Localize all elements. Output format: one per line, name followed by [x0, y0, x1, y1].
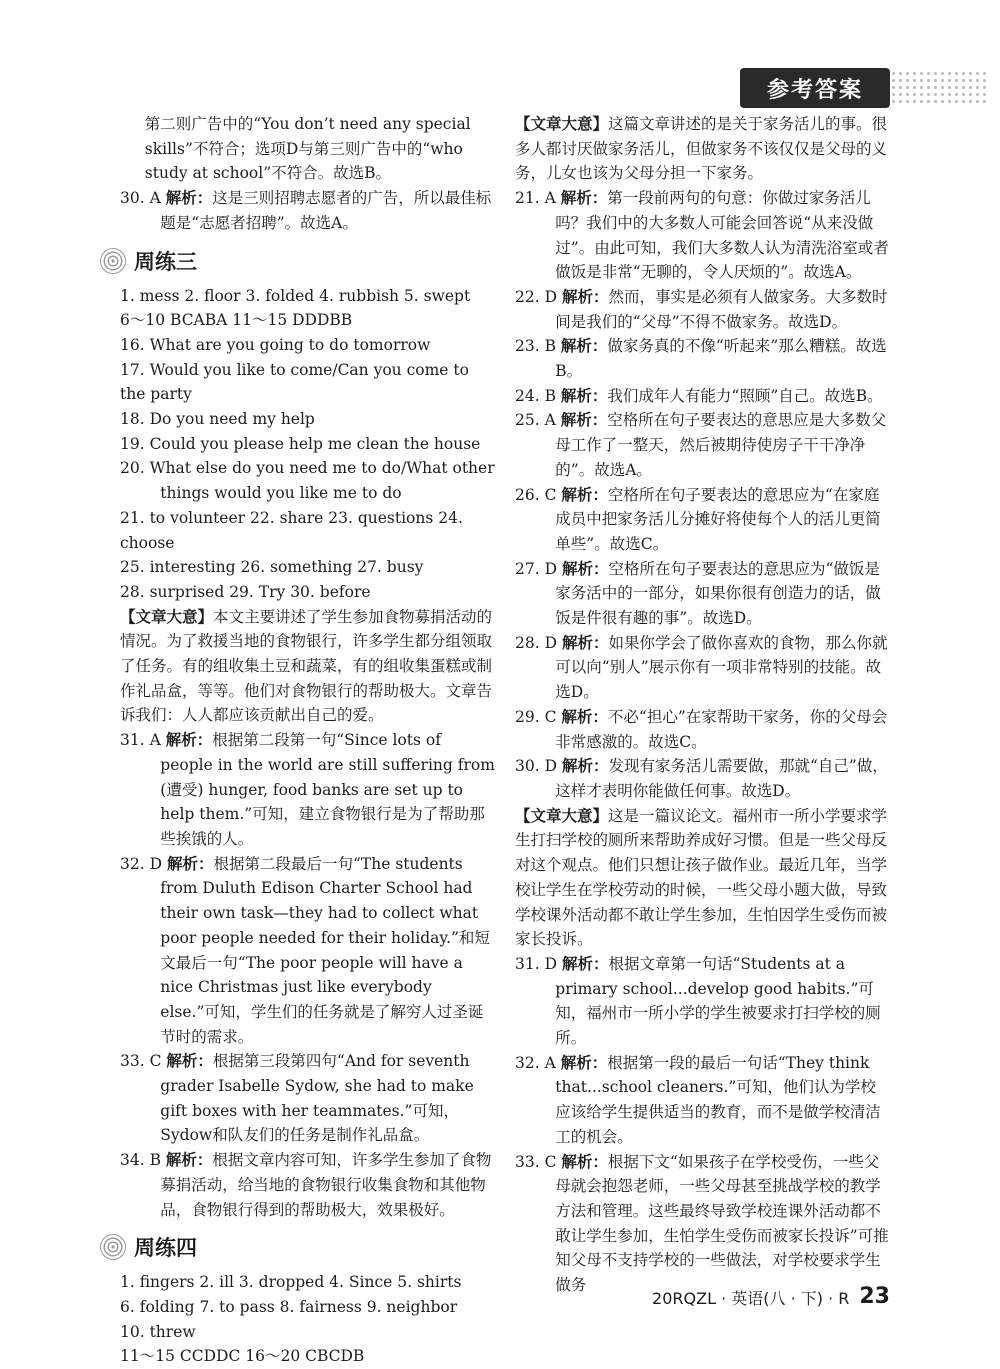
right-column — [515, 112, 890, 1298]
answer-item — [515, 1150, 890, 1298]
answer-line: 16. What are you going to do tomorrow — [120, 335, 431, 354]
analysis-label: 解析： — [165, 1150, 213, 1170]
answer-item — [120, 852, 495, 1050]
summary-text: 这篇文章讲述的是关于家务活儿的事。很多人都讨厌做家务活儿，但做家务不该仅仅是父母的义务，儿女也该为父母分担一下家务。 — [515, 115, 888, 183]
answer-item — [515, 705, 890, 754]
analysis-text: 我们成年人有能力“照顾”自己。故选B。 — [607, 386, 883, 405]
answer-item — [515, 631, 890, 705]
answer-number: 32. D — [120, 854, 163, 873]
analysis-text: 做家务真的不像“听起来”那么糟糕。故选B。 — [555, 337, 887, 381]
answer-item — [120, 1049, 495, 1148]
analysis-label: 解析： — [561, 706, 608, 726]
analysis-label: 解析： — [165, 730, 213, 750]
analysis-label: 解析： — [561, 632, 609, 652]
answer-number: 27. D — [515, 559, 558, 578]
analysis-text: 根据下文“如果孩子在学校受伤，一些父母就会抱怨老师，一些父母甚至挑战学校的教学方法和管理。这些最终导致学校连课外活动都不敢让学生参加，生怕学生受伤而被家长投诉”可推知父母不支持学校的一些做法，对学校要求学生做务 — [555, 1152, 889, 1295]
summary-label: 【文章大意】 — [515, 805, 609, 825]
answer-number: 22. D — [515, 287, 558, 306]
analysis-text: 发现有家务活儿需要做，那就“自己”做，这样才表明你能做任何事。故选D。 — [555, 757, 888, 800]
analysis-text: 第一段前两句的句意：你做过家务活儿吗？我们中的大多数人可能会回答说“从来没做过”。由此可知，我们大多数人认为清洗浴室或者做饭是非常“无聊的，令人厌烦的”。故选A。 — [555, 189, 889, 282]
analysis-label: 解析： — [561, 286, 609, 306]
answer-item — [515, 285, 890, 334]
header-dot-pattern — [890, 70, 990, 106]
answer-line: 1. fingers 2. ill 3. dropped 4. Since 5. shirts — [120, 1273, 462, 1292]
paragraph: 第二则广告中的“You don’t need any special skills”不符合；选项D与第三则广告中的“who study at school”不符合。故选B。 — [144, 115, 471, 183]
analysis-label: 解析： — [561, 953, 609, 973]
answer-number: 31. D — [515, 954, 558, 973]
answer-number: 32. A — [515, 1053, 556, 1072]
page-number: 23 — [859, 1284, 890, 1309]
answer-number: 21. A — [515, 189, 556, 208]
answer-number: 34. B — [120, 1151, 161, 1170]
analysis-text: 根据文章内容可知，许多学生参加了食物募捐活动，给当地的食物银行收集食物和其他物品，食物银行得到的帮助极大，效果极好。 — [160, 1151, 492, 1219]
answer-item — [515, 384, 890, 409]
section-heading-week4 — [100, 1230, 495, 1264]
analysis-label: 解析： — [560, 1052, 608, 1072]
answer-item — [515, 483, 890, 557]
section-heading-week3 — [100, 244, 495, 278]
analysis-text: 空格所在句子要表达的意思应是大多数父母工作了一整天，然后被期待使房子干干净净的”。故选A。 — [555, 411, 887, 479]
answer-key-header: 参考答案 — [740, 68, 890, 108]
summary-text: 这是一篇议论文。福州市一所小学要求学生打扫学校的厕所来帮助养成好习惯。但是一些父母反对这个观点。他们只想让孩子做作业。最近几年，当学校让学生在学校劳动的时候，一些父母小题大做，导致学校课外活动都不敢让学生参加，生怕因学生受伤而被家长投诉。 — [515, 806, 888, 949]
answer-number: 23. B — [515, 337, 556, 356]
answer-line: 6～10 BCABA 11～15 DDDBB — [120, 311, 353, 330]
answer-number: 25. A — [515, 411, 556, 430]
page-footer — [652, 1284, 890, 1309]
answer-number: 29. C — [515, 707, 557, 726]
answer-line: 19. Could you please help me clean the house — [120, 434, 481, 453]
summary-text: 本文主要讲述了学生参加食物募捐活动的情况。为了救援当地的食物银行，许多学生都分组领取了任务。有的组收集土豆和蔬菜，有的组收集蛋糕或制作礼品盒，等等。他们对食物银行的帮助极大。文章告诉我们：人人都应该贡献出自己的爱。 — [120, 607, 493, 725]
analysis-label: 解析： — [561, 484, 608, 504]
answer-number: 24. B — [515, 386, 556, 405]
analysis-text: 根据文章第一句话“Students at a primary school...develop good habits.”可知，福州市一所小学的学生被要求打扫学校的厕所。 — [555, 954, 881, 1048]
left-column — [120, 112, 495, 1369]
answer-line: 28. surprised 29. Try 30. before — [120, 582, 371, 601]
answer-number: 30. D — [515, 757, 558, 776]
analysis-text: 不必“担心”在家帮助干家务，你的父母会非常感激的。故选C。 — [555, 707, 888, 751]
section-icon — [100, 248, 126, 274]
answer-number: 30. A — [120, 189, 161, 208]
book-code: 20RQZL · 英语(八 · 下) · R — [652, 1289, 850, 1308]
analysis-text: 然而，事实是必须有人做家务。大多数时间是我们的“父母”不得不做家务。故选D。 — [555, 287, 888, 331]
analysis-text: 这是三则招聘志愿者的广告，所以最佳标题是“志愿者招聘”。故选A。 — [160, 189, 492, 232]
article-summary — [515, 804, 890, 952]
answer-number: 28. D — [515, 633, 558, 652]
answer-line: 1. mess 2. floor 3. folded 4. rubbish 5. swept — [120, 286, 471, 305]
analysis-label: 解析： — [561, 1151, 608, 1171]
analysis-text: 根据第二段第一句“Since lots of people in the world are still suffering from (遭受) hunger, food banks are set up to help them.”可知，建立食物银行是为了帮助那些挨饿的人。 — [160, 731, 495, 848]
summary-label: 【文章大意】 — [120, 606, 214, 626]
answer-item — [515, 754, 890, 803]
answer-item — [515, 952, 890, 1051]
analysis-text: 根据第二段最后一句“The students from Duluth Edison Charter School had their own task—they had to collect what poor people needed for their holiday.”和短文最后一句“The poor people will have a nice Christmas just like everybody else.”可知，学生们的任务就是了解穷人过圣诞节时的需求。 — [160, 854, 490, 1046]
analysis-label: 解析： — [561, 756, 609, 776]
answer-item — [515, 334, 890, 383]
answer-line: 11～15 CCDDC 16～20 CBCDB — [120, 1347, 365, 1366]
answer-item — [120, 1148, 495, 1222]
answer-number: 33. C — [120, 1052, 162, 1071]
analysis-label: 解析： — [560, 410, 608, 430]
analysis-text: 空格所在句子要表达的意思应为“做饭是家务活中的一部分，如果你很有创造力的话，做饭是件很有趣的事”。故选D。 — [555, 559, 881, 628]
section-title: 周练四 — [134, 1236, 197, 1261]
analysis-label: 解析： — [560, 385, 608, 405]
answer-item — [120, 728, 495, 852]
answer-line: 25. interesting 26. something 27. busy — [120, 558, 424, 577]
section-icon — [100, 1234, 126, 1260]
analysis-text: 根据第三段第四句“And for seventh grader Isabelle Sydow, she had to make gift boxes with her teammates.”可知，Sydow和队友们的任务是制作礼品盒。 — [160, 1052, 474, 1145]
answer-line: 21. to volunteer 22. share 23. questions 24. choose — [120, 508, 463, 552]
summary-label: 【文章大意】 — [515, 114, 609, 133]
analysis-label: 解析： — [166, 853, 214, 873]
analysis-text: 根据第一段的最后一句话“They think that...school cleaners.”可知，他们认为学校应该给学生提供适当的教育，而不是做学校清洁工的机会。 — [555, 1053, 881, 1146]
article-summary — [120, 605, 495, 729]
analysis-label: 解析： — [560, 188, 608, 208]
analysis-label: 解析： — [561, 558, 609, 578]
answer-line: 6. folding 7. to pass 8. fairness 9. neighbor — [120, 1297, 458, 1316]
answer-item — [515, 1051, 890, 1150]
answer-item — [515, 557, 890, 631]
analysis-text: 如果你学会了做你喜欢的食物，那么你就可以向“别人”展示你有一项非常特别的技能。故选D。 — [555, 633, 888, 702]
answer-item — [120, 186, 495, 235]
article-summary — [515, 112, 890, 186]
answer-number: 31. A — [120, 731, 161, 750]
analysis-label: 解析： — [165, 188, 213, 208]
analysis-text: 空格所在句子要表达的意思应为“在家庭成员中把家务活儿分摊好将使每个人的活儿更简单些”。故选C。 — [555, 485, 881, 553]
analysis-label: 解析： — [560, 336, 608, 356]
answer-line: 18. Do you need my help — [120, 410, 315, 429]
answer-item — [515, 186, 890, 285]
answer-line: 10. threw — [120, 1322, 196, 1341]
analysis-label: 解析： — [166, 1051, 213, 1071]
answer-number: 26. C — [515, 485, 557, 504]
answer-line: 20. What else do you need me to do/What other things would you like me to do — [120, 459, 495, 503]
answer-number: 33. C — [515, 1152, 557, 1171]
answer-item — [515, 408, 890, 482]
answer-line: 17. Would you like to come/Can you come to the party — [120, 360, 469, 404]
section-title: 周练三 — [134, 249, 197, 274]
